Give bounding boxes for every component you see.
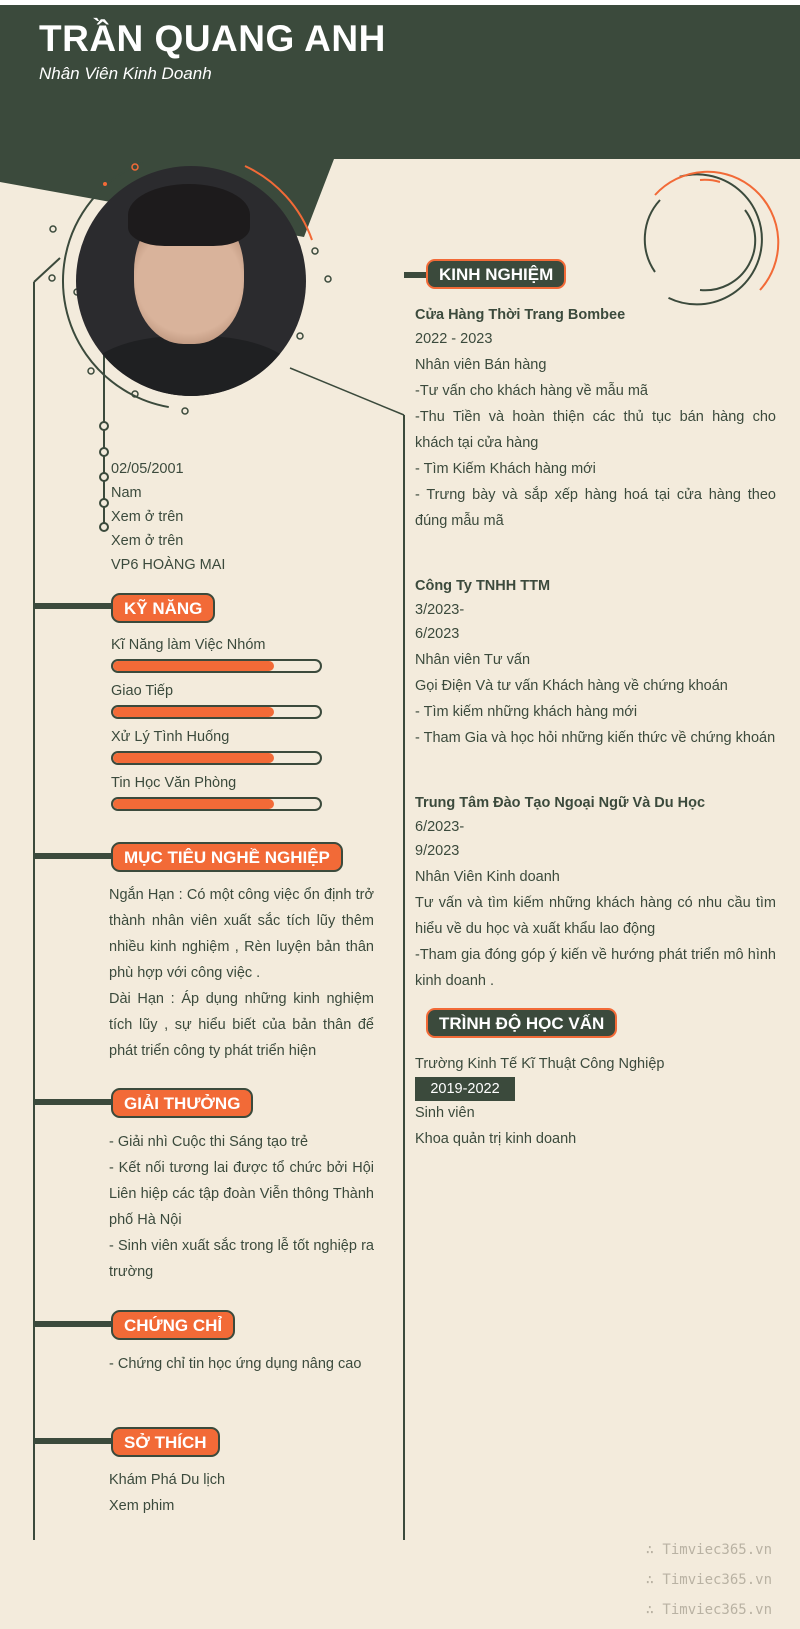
hobby-item: Xem phim xyxy=(109,1498,175,1514)
certificates-heading: CHỨNG CHỈ xyxy=(111,1310,235,1340)
hobbies-heading: SỞ THÍCH xyxy=(111,1427,220,1457)
awards-connector xyxy=(34,1099,114,1105)
skill-bar-fill xyxy=(113,799,274,809)
job-detail: - Tìm kiếm những khách hàng mới xyxy=(415,704,638,720)
awards-heading: GIẢI THƯỞNG xyxy=(111,1088,253,1118)
job-details xyxy=(415,673,776,751)
skill-label: Tin Học Văn Phòng xyxy=(111,775,237,791)
job-start: 3/2023- xyxy=(415,602,465,618)
job-detail: Gọi Điện Và tư vấn Khách hàng về chứng khoán xyxy=(415,678,728,694)
job-details xyxy=(415,378,776,534)
job-role: Nhân viên Tư vấn xyxy=(415,652,531,668)
awards-list xyxy=(109,1129,374,1285)
education-school: Trường Kinh Tế Kĩ Thuật Công Nghiệp xyxy=(415,1056,665,1072)
job-role: Nhân Viên Kinh doanh xyxy=(415,869,560,885)
watermark: ∴ Timviec365.vn xyxy=(645,1542,772,1558)
certificate-item: - Chứng chỉ tin học ứng dụng nâng cao xyxy=(109,1356,362,1372)
job-role: Nhân viên Bán hàng xyxy=(415,357,547,373)
job-detail: -Thu Tiền và hoàn thiện các thủ tục bán hàng cho khách tại cửa hàng xyxy=(415,409,776,451)
info-address: VP6 HOÀNG MAI xyxy=(111,557,226,573)
objective-short-term: Ngắn Hạn : Có một công việc ổn định trở thành nhân viên xuất sắc tích lũy thêm nhiều kinh nghiệm , Rèn luyện bản thân phù hợp với công việc . xyxy=(109,887,374,981)
photo-shirt xyxy=(86,336,296,396)
education-status: Sinh viên xyxy=(415,1105,475,1121)
profile-photo xyxy=(76,166,306,396)
award-item: - Sinh viên xuất sắc trong lễ tốt nghiệp ra trường xyxy=(109,1238,374,1280)
job-end: 6/2023 xyxy=(415,626,460,642)
job-end: 9/2023 xyxy=(415,843,460,859)
candidate-title: Nhân Viên Kinh Doanh xyxy=(39,64,212,83)
info-phone: Xem ở trên xyxy=(111,509,184,525)
certificates-connector xyxy=(34,1321,114,1327)
info-email: Xem ở trên xyxy=(111,533,184,549)
job-company: Trung Tâm Đào Tạo Ngoại Ngữ Và Du Học xyxy=(415,795,706,811)
skill-bar-fill xyxy=(113,753,274,763)
job-details xyxy=(415,890,776,994)
job-detail: - Trưng bày và sắp xếp hàng hoá tại cửa hàng theo đúng mẫu mã xyxy=(415,487,776,529)
skill-bar-fill xyxy=(113,707,274,717)
skill-bar xyxy=(111,705,322,719)
info-dob: 02/05/2001 xyxy=(111,461,184,477)
skill-bar xyxy=(111,659,322,673)
job-detail: -Tham gia đóng góp ý kiến về hướng phát triển mô hình kinh doanh . xyxy=(415,947,776,989)
experience-heading: KINH NGHIỆM xyxy=(426,259,566,289)
skill-label: Xử Lý Tình Huống xyxy=(111,729,230,745)
skill-label: Giao Tiếp xyxy=(111,683,174,699)
job-start: 6/2023- xyxy=(415,819,465,835)
skill-bar xyxy=(111,751,322,765)
job-period: 2022 - 2023 xyxy=(415,331,493,347)
job-detail: - Tìm Kiếm Khách hàng mới xyxy=(415,461,596,477)
objective-text xyxy=(109,882,374,1064)
education-faculty: Khoa quản trị kinh doanh xyxy=(415,1131,577,1147)
skill-bar xyxy=(111,797,322,811)
education-heading: TRÌNH ĐỘ HỌC VẤN xyxy=(426,1008,617,1038)
objective-heading: MỤC TIÊU NGHỀ NGHIỆP xyxy=(111,842,343,872)
hobby-item: Khám Phá Du lịch xyxy=(109,1472,226,1488)
candidate-name: TRẦN QUANG ANH xyxy=(39,18,386,59)
education-years: 2019-2022 xyxy=(415,1077,515,1101)
objective-connector xyxy=(34,853,114,859)
photo-hair xyxy=(128,184,250,246)
certificates-list xyxy=(109,1351,374,1377)
skills-connector xyxy=(34,603,114,609)
job-company: Cửa Hàng Thời Trang Bombee xyxy=(415,307,626,323)
objective-long-term: Dài Hạn : Áp dụng những kinh nghiệm tích lũy , sự hiểu biết của bản thân để phát triển công ty phát triển hiện xyxy=(109,991,374,1059)
watermark: ∴ Timviec365.vn xyxy=(645,1602,772,1618)
job-detail: - Tham Gia và học hỏi những kiến thức về chứng khoán xyxy=(415,730,776,746)
job-company: Công Ty TNHH TTM xyxy=(415,578,551,594)
info-gender: Nam xyxy=(111,485,142,501)
award-item: - Giải nhì Cuộc thi Sáng tạo trẻ xyxy=(109,1134,309,1150)
skill-label: Kĩ Năng làm Việc Nhóm xyxy=(111,637,266,653)
hobbies-list xyxy=(109,1467,374,1519)
watermark: ∴ Timviec365.vn xyxy=(645,1572,772,1588)
job-detail: -Tư vấn cho khách hàng về mẫu mã xyxy=(415,383,648,399)
job-detail: Tư vấn và tìm kiếm những khách hàng có nhu cầu tìm hiểu về du học và xuất khẩu lao động xyxy=(415,895,776,937)
skills-heading: KỸ NĂNG xyxy=(111,593,215,623)
hobbies-connector xyxy=(34,1438,114,1444)
award-item: - Kết nối tương lai được tổ chức bởi Hội Liên hiệp các tập đoàn Viễn thông Thành phố Hà Nội xyxy=(109,1160,374,1228)
skill-bar-fill xyxy=(113,661,274,671)
